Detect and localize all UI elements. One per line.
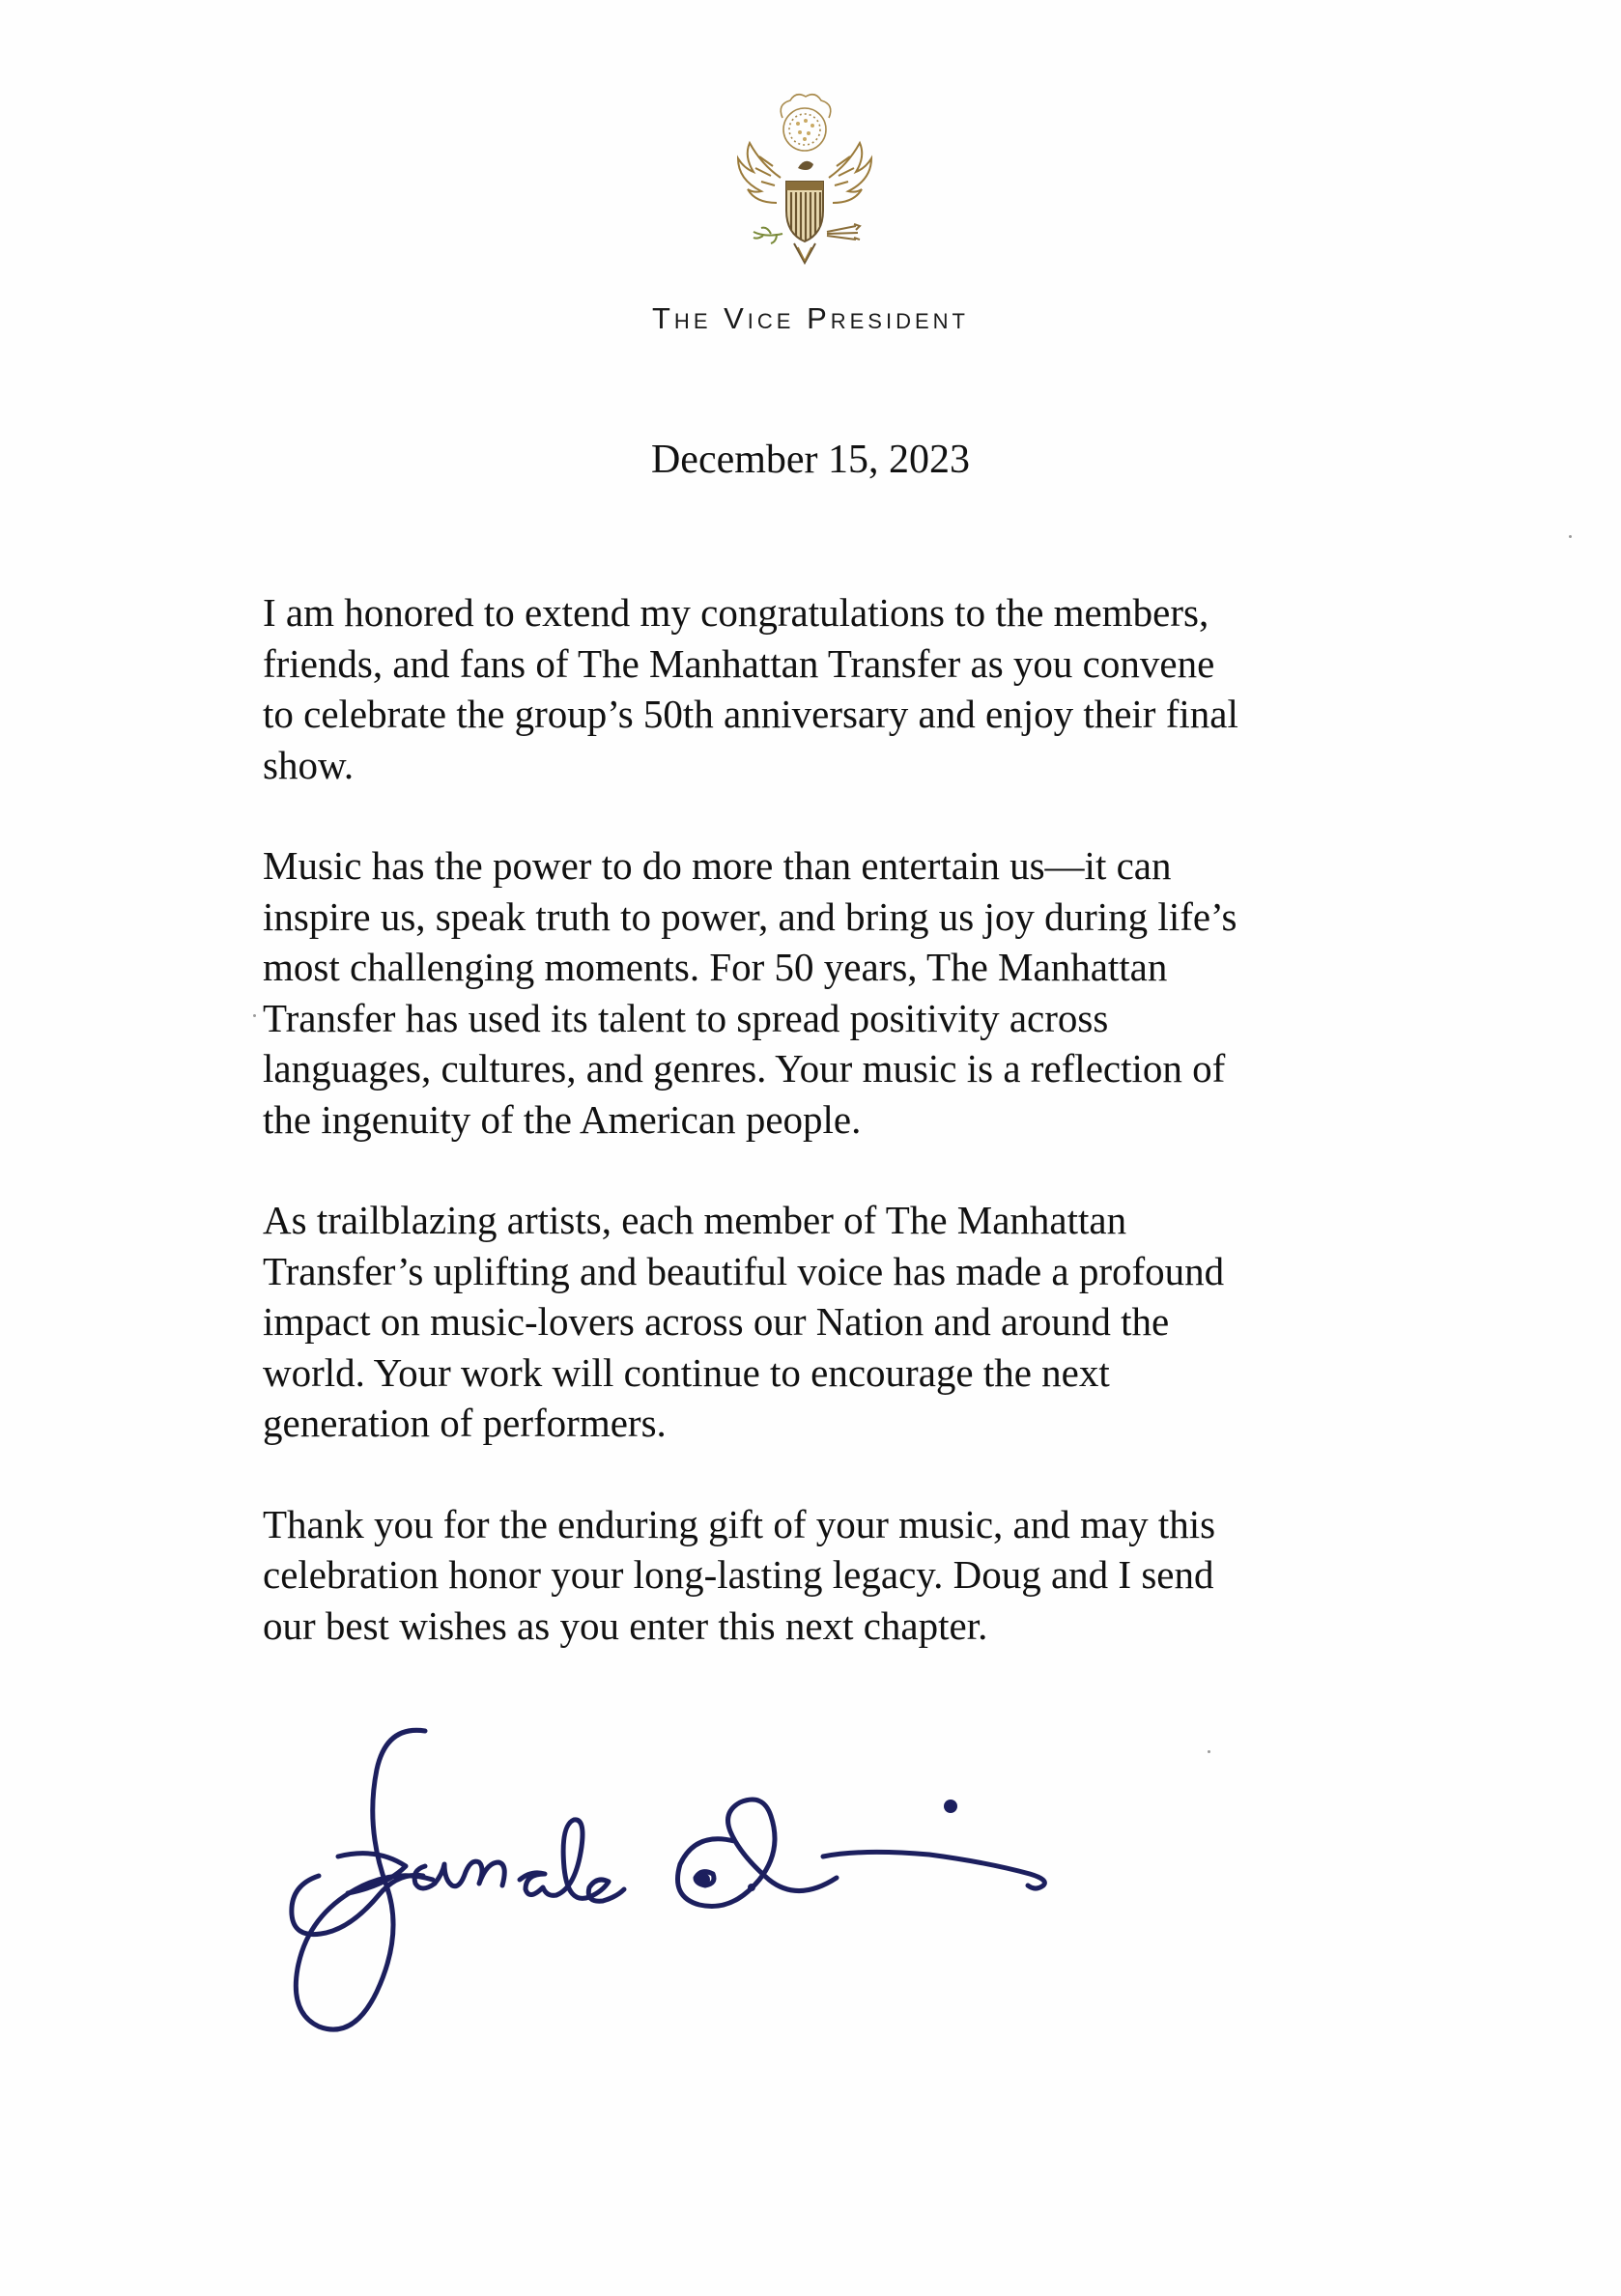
paragraph-4: Thank you for the enduring gift of your music, and may this celebration honor your long-lasting legacy. Doug and I send our best wishes as you enter this next chapter. xyxy=(263,1501,1216,1648)
paper-speck xyxy=(1569,535,1572,538)
handwritten-signature xyxy=(280,1721,1275,2040)
paper-speck xyxy=(1208,1750,1210,1753)
vice-presidential-seal-icon xyxy=(723,89,887,282)
paper-speck xyxy=(253,1014,256,1017)
paragraph-2: Music has the power to do more than entertain us—it can inspire us, speak truth to power, and bring us joy during life’s most challenging moments. For 50 years, The Manhattan Transfer has used its talent to spread positivity across languages, cultures, and genres. Your music is a reflection of the ingenuity of the American people. xyxy=(263,843,1237,1142)
letter-date: December 15, 2023 xyxy=(650,438,971,482)
letter-body xyxy=(263,587,1354,1701)
paragraph-1: I am honored to extend my congratulations to the members, friends, and fans of The Manhattan Transfer as you convene to celebrate the group’s 50th anniversary and enjoy their final show. xyxy=(263,590,1238,787)
paragraph-3: As trailblazing artists, each member of The Manhattan Transfer’s uplifting and beautiful voice has made a profound impact on music-lovers across our Nation and around the world. Your work will continue to encourage the next generation of performers. xyxy=(263,1198,1225,1445)
letterhead-title: The Vice President xyxy=(652,301,969,335)
